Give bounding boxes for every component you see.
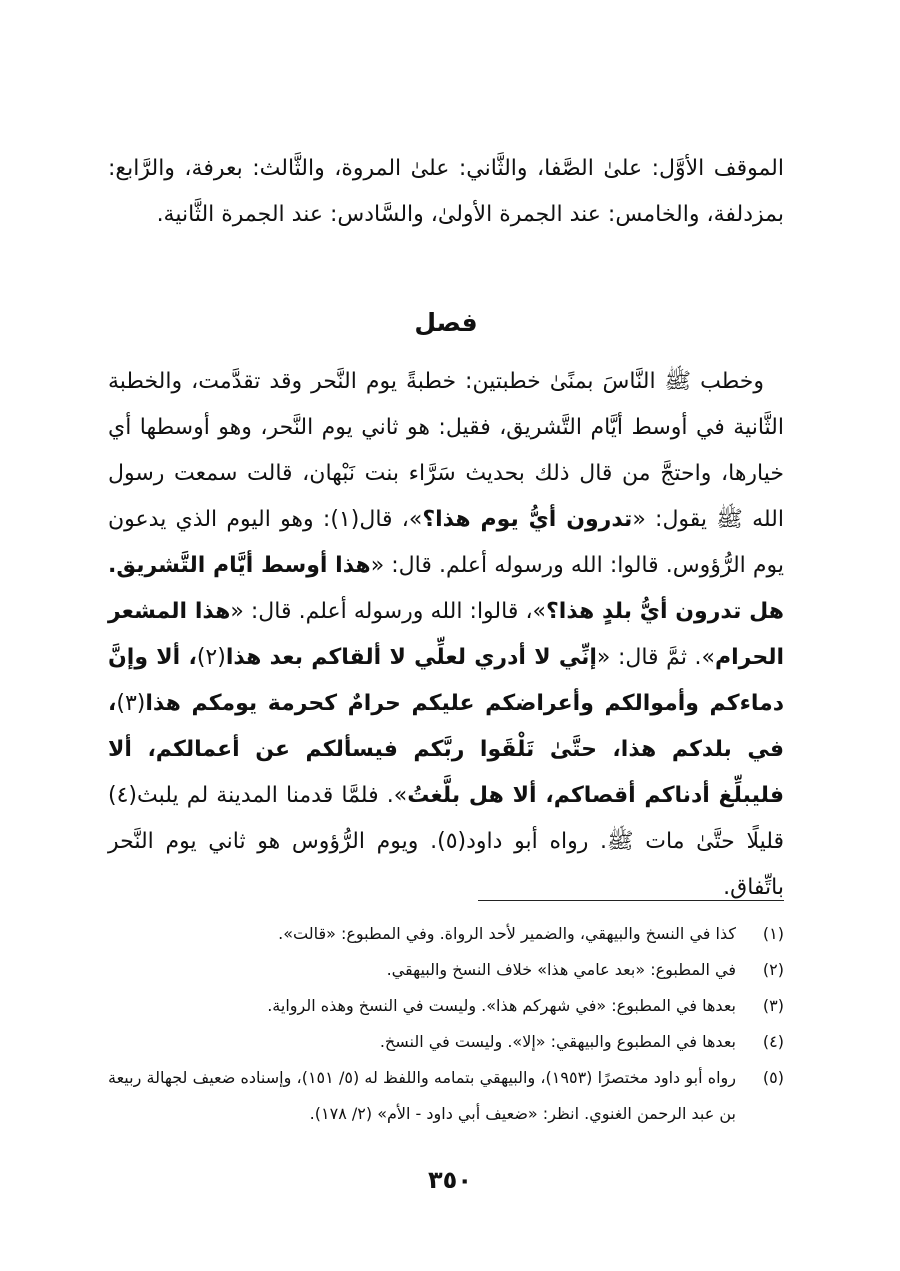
footnote-text: كذا في النسخ والبيهقي، والضمير لأحد الرواة. وفي المطبوع: «قالت». [278, 924, 736, 943]
footnote-ref-3[interactable]: (٣) [116, 691, 146, 716]
hadith-quote: إنِّي لا أدري لعلِّي لا ألقاكم بعد هذا [225, 645, 597, 670]
footnote-text: في المطبوع: «بعد عامي هذا» خلاف النسخ والبيهقي. [386, 960, 736, 979]
text-segment: »، قال [359, 507, 423, 532]
footnote-number: (٣) [762, 996, 784, 1015]
intro-paragraph [108, 146, 784, 238]
footnote-number: (٢) [762, 960, 784, 979]
footnote-ref-1[interactable]: (١) [330, 507, 360, 532]
footnote-ref-5[interactable]: (٥) [437, 829, 467, 854]
page-number: ٣٥٠ [428, 1166, 472, 1194]
section-heading: فصل [414, 308, 478, 337]
footnotes [108, 916, 784, 1132]
text-segment: . ويوم الرُّؤوس هو ثاني يوم النَّحر باتِّفاق. [108, 829, 784, 900]
footnote-item [108, 952, 784, 988]
footnote-text: بعدها في المطبوع والبيهقي: «إلا». وليست في النسخ. [379, 1032, 736, 1051]
text-segment: »، قالوا: الله ورسوله أعلم. قال: « [230, 599, 547, 624]
main-paragraph [108, 359, 784, 911]
footnote-item [108, 916, 784, 952]
footnote-ref-2[interactable]: (٢) [196, 645, 226, 670]
footnote-text: رواه أبو داود مختصرًا (١٩٥٣)، والبيهقي بتمامه واللفظ له (٥/ ١٥١)، وإسناده ضعيف لجهالة ربيعة بن عبد الرحمن الغنوي. انظر: «ضعيف أبي داود - الأم» (٢/ ١٧٨). [108, 1068, 737, 1123]
hadith-quote: ، في بلدكم هذا، حتَّىٰ تَلْقَوا ربَّكم فيسألكم عن أعمالكم، ألا فليبلِّغ أدناكم أقصاكم، ألا هل بلَّغتُ [108, 691, 784, 808]
footnote-item [108, 1060, 784, 1132]
text-segment: وخطب ﷺ النَّاسَ بمنًىٰ خطبتين: خطبةً يوم النَّحر وقد تقدَّمت، والخطبة الثَّانية في أوسط أيَّام التَّشريق، فقيل: هو ثاني يوم النَّحر، وهو أوسطها أي خيارها، واحتجَّ من قال ذلك بحديث سَرَّاء بنت نَبْهان، قالت سمعت رسول الله ﷺ يقول: « [108, 369, 784, 532]
footnote-item [108, 1024, 784, 1060]
hadith-quote: ، ألا وإنَّ دماءكم وأموالكم وأعراضكم عليكم حرامٌ كحرمة يومكم هذا [108, 645, 784, 716]
text-segment: : وهو اليوم الذي يدعون يوم الرُّؤوس. قالوا: الله ورسوله أعلم. قال: « [108, 507, 784, 578]
text-segment: ». ثمَّ قال: « [596, 645, 715, 670]
footnote-item [108, 988, 784, 1024]
hadith-quote: تدرون أيُّ يوم هذا؟ [422, 507, 633, 532]
intro-text: الموقف الأوَّل: علىٰ الصَّفا، والثَّاني: علىٰ المروة، والثَّالث: بعرفة، والرَّابع: بمزدلفة، والخامس: عند الجمرة الأولىٰ، والسَّادس: عند الجمرة الثَّانية. [108, 156, 784, 227]
footnote-ref-4[interactable]: (٤) [108, 783, 138, 808]
footnote-number: (٤) [762, 1032, 784, 1051]
hadith-quote: هذا المشعر الحرام [108, 599, 785, 670]
text-segment: قليلًا حتَّىٰ مات ﷺ. رواه أبو داود [466, 829, 785, 854]
text-segment: ». فلمَّا قدمنا المدينة لم يلبث [137, 783, 408, 808]
footnote-number: (١) [762, 924, 784, 943]
footnote-divider [478, 900, 784, 901]
hadith-quote: هذا أوسط أيَّام التَّشريق. هل تدرون أيُّ بلدٍ هذا؟ [108, 553, 785, 624]
footnote-text: بعدها في المطبوع: «في شهركم هذا». وليست في النسخ وهذه الرواية. [267, 996, 736, 1015]
footnote-number: (٥) [762, 1068, 784, 1087]
main-text [108, 359, 784, 911]
